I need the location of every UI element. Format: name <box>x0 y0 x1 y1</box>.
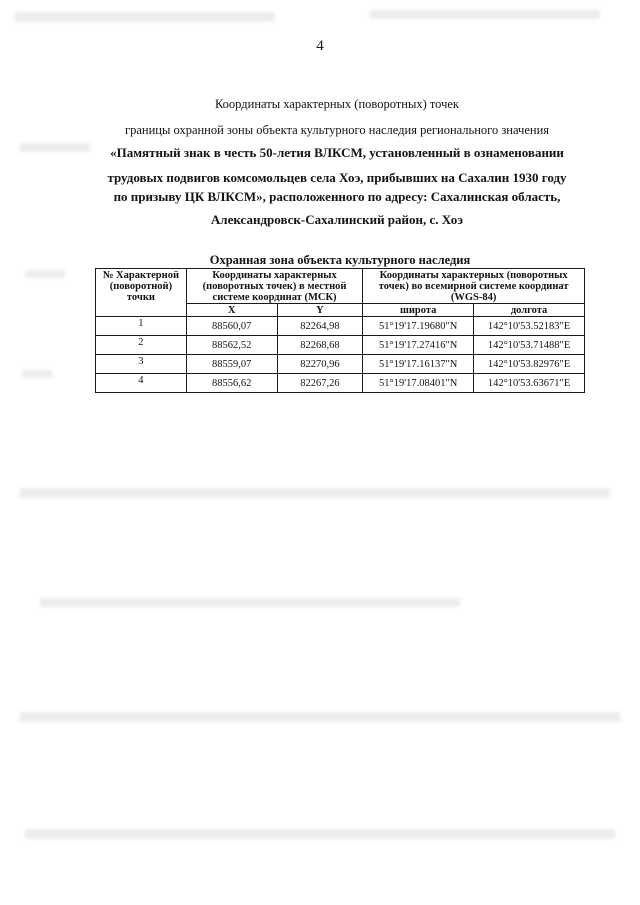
cell-x: 88562,52 <box>186 336 277 355</box>
heading-line-1: Координаты характерных (поворотных) точек <box>214 97 460 111</box>
header-local-coords: Координаты характерных (поворотных точек) в местной системе координат (МСК) <box>186 269 362 304</box>
cell-longitude: 142°10'53.52183"E <box>474 317 585 336</box>
cell-y: 82270,96 <box>277 355 363 374</box>
scan-noise <box>25 829 615 839</box>
table-caption: Охранная зона объекта культурного наследия <box>209 253 471 267</box>
heading-line-3: «Памятный знак в честь 50-летия ВЛКСМ, установленный в ознаменовании <box>110 145 564 160</box>
scan-noise <box>22 370 52 378</box>
scan-noise <box>370 10 600 19</box>
cell-point-number: 2 <box>96 336 187 355</box>
cell-x: 88559,07 <box>186 355 277 374</box>
heading-line-4: трудовых подвигов комсомольцев села Хоэ, прибывших на Сахалин 1930 году <box>107 170 567 185</box>
cell-y: 82268,68 <box>277 336 363 355</box>
cell-point-number: 1 <box>96 317 187 336</box>
cell-longitude: 142°10'53.63671"E <box>474 374 585 393</box>
cell-latitude: 51°19'17.16137"N <box>363 355 474 374</box>
heading-line-6: Александровск-Сахалинский район, с. Хоэ <box>210 212 464 227</box>
scan-noise <box>20 143 90 152</box>
cell-longitude: 142°10'53.71488"E <box>474 336 585 355</box>
table-row <box>96 336 585 355</box>
cell-y: 82264,98 <box>277 317 363 336</box>
header-x: X <box>186 304 277 317</box>
coordinates-table <box>95 268 585 393</box>
cell-latitude: 51°19'17.08401"N <box>363 374 474 393</box>
table-row <box>96 317 585 336</box>
heading-line-2: границы охранной зоны объекта культурного наследия регионального значения <box>124 123 550 137</box>
header-latitude: широта <box>363 304 474 317</box>
table-row <box>96 355 585 374</box>
header-longitude: долгота <box>474 304 585 317</box>
heading-line-5: по призыву ЦК ВЛКСМ», расположенного по адресу: Сахалинская область, <box>113 189 561 204</box>
page-number: 4 <box>316 38 324 54</box>
scan-noise <box>20 712 620 722</box>
cell-point-number: 4 <box>96 374 187 393</box>
cell-longitude: 142°10'53.82976"E <box>474 355 585 374</box>
header-point-number: № Характерной (поворотной) точки <box>96 269 187 317</box>
cell-point-number: 3 <box>96 355 187 374</box>
header-y: Y <box>277 304 363 317</box>
scan-noise <box>15 12 275 22</box>
cell-x: 88556,62 <box>186 374 277 393</box>
scan-noise <box>20 488 610 498</box>
scan-noise <box>25 270 65 278</box>
cell-x: 88560,07 <box>186 317 277 336</box>
cell-latitude: 51°19'17.27416"N <box>363 336 474 355</box>
cell-latitude: 51°19'17.19680"N <box>363 317 474 336</box>
cell-y: 82267,26 <box>277 374 363 393</box>
scan-noise <box>40 598 460 607</box>
table-row <box>96 374 585 393</box>
header-wgs-coords: Координаты характерных (поворотных точек) во всемирной системе координат (WGS-84) <box>363 269 585 304</box>
